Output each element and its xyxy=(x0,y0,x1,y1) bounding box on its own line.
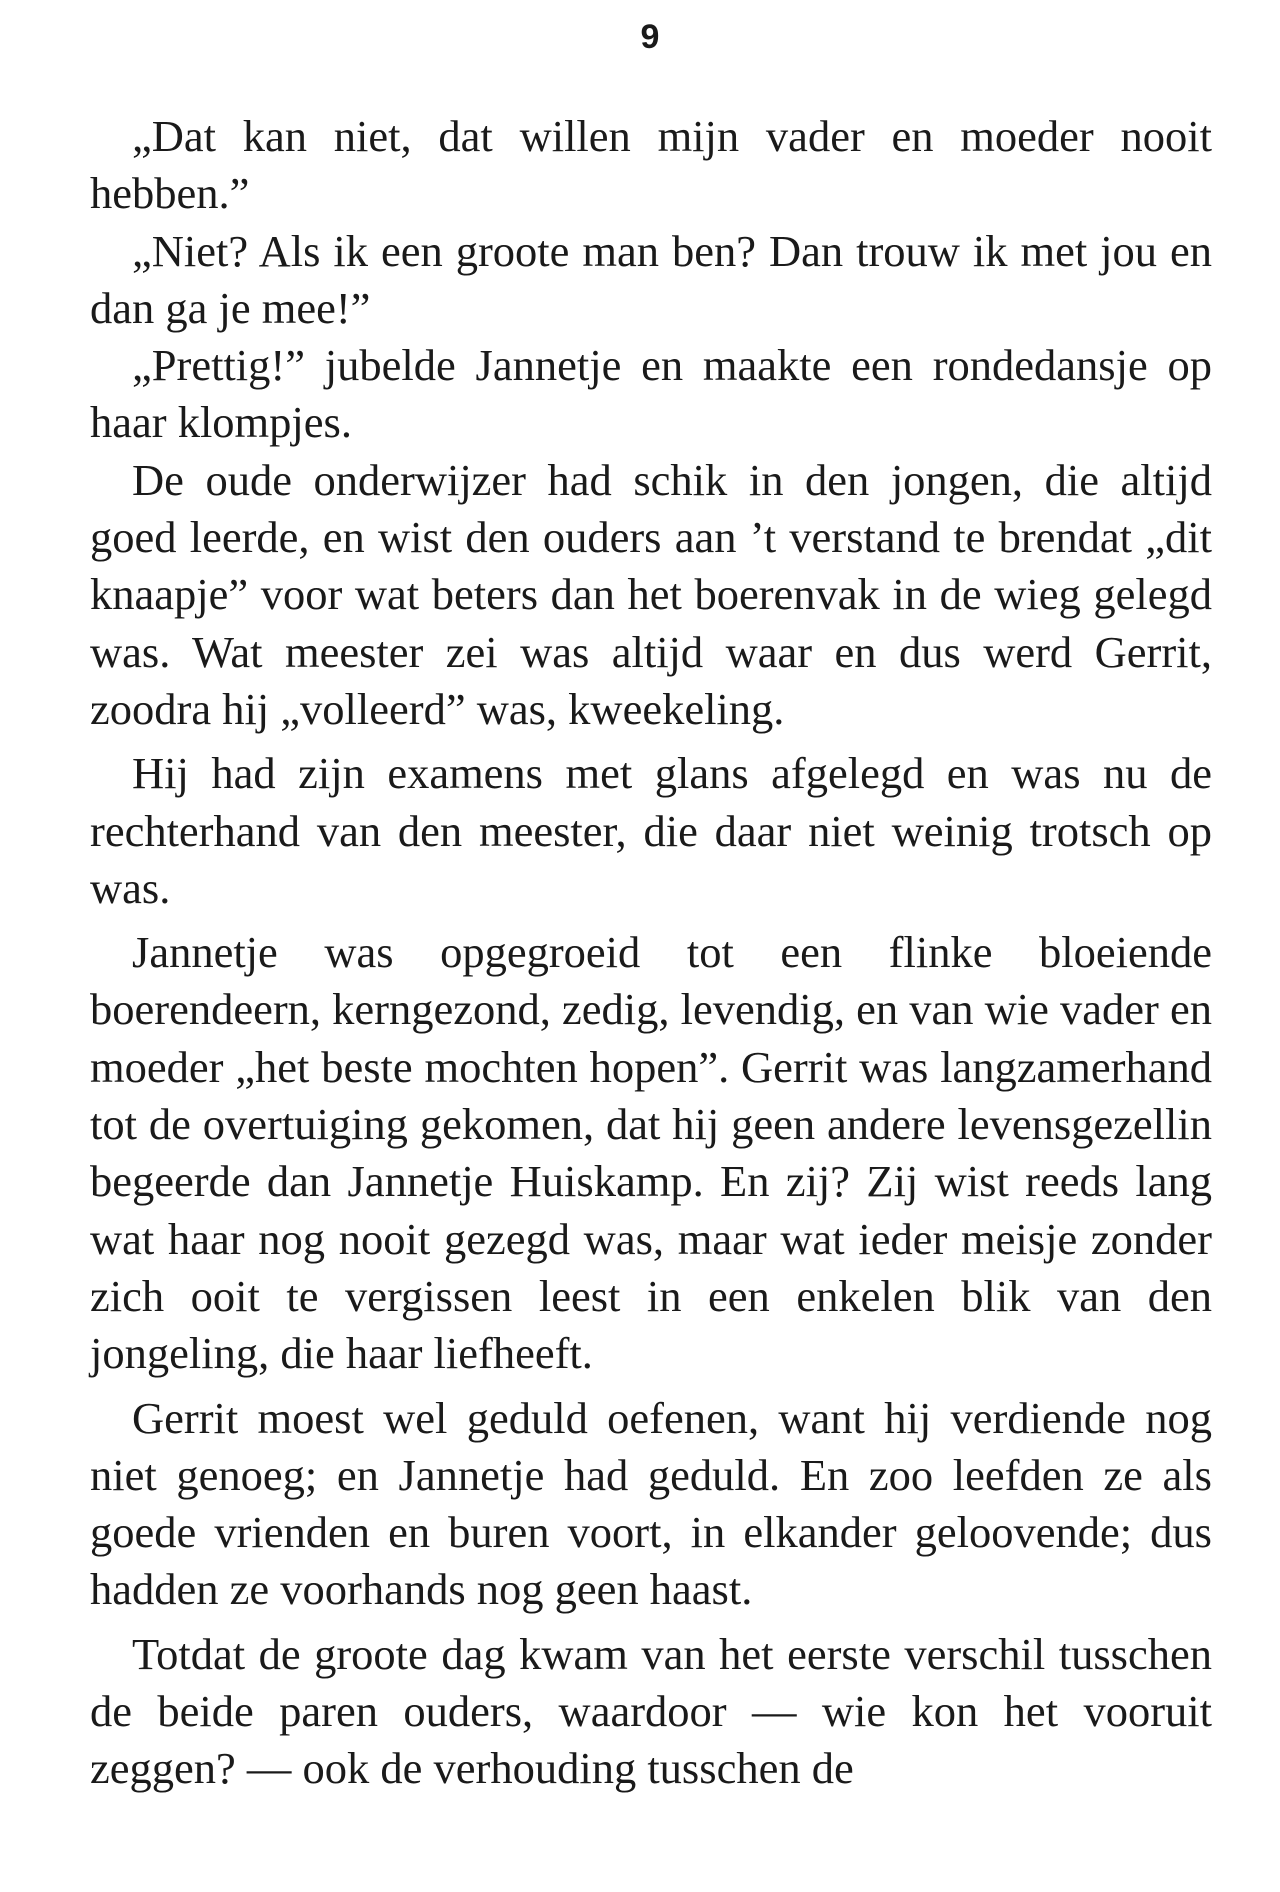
page-number: 9 xyxy=(640,18,660,56)
paragraph: Hij had zijn examens met glans afgelegd en was nu de rechterhand van den meester, die daar niet weinig trotsch op was. xyxy=(90,748,1212,913)
paragraph: „Prettig!” jubelde Jannetje en maakte een rondedansje op haar klompjes. xyxy=(90,340,1212,448)
paragraph: Totdat de groote dag kwam van het eerste verschil tusschen de beide paren ouders, waardoor — wie kon het vooruit zeggen? — ook de verhouding tusschen de xyxy=(90,1628,1212,1794)
paragraph: Gerrit moest wel geduld oefenen, want hij verdiende nog niet genoeg; en Jannetje had geduld. En zoo leefden ze als goede vrienden en buren voort, in elkander geloovende; dus hadden ze voorhands nog geen haast. xyxy=(90,1392,1212,1615)
paragraph: De oude onderwijzer had schik in den jongen, die altijd goed leerde, en wist den ouders aan ’t verstand te brendat „dit knaapje” voor wat beters dan het boerenvak in de wieg gelegd was. Wat meester zei was altijd waar en dus werd Gerrit, zoodra hij „volleerd” was, kweekeling. xyxy=(90,454,1212,734)
page-body-text xyxy=(90,108,1212,1798)
paragraph: „Niet? Als ik een groote man ben? Dan trouw ik met jou en dan ga je mee!” xyxy=(90,225,1212,333)
paragraph: „Dat kan niet, dat willen mijn vader en moeder nooit hebben.” xyxy=(90,111,1212,219)
paragraph: Jannetje was opgegroeid tot een flinke bloeiende boerendeern, kerngezond, zedig, levendig, en van wie vader en moeder „het beste mochten hopen”. Gerrit was langzamerhand tot de overtuiging gekomen, dat hij geen andere levensgezellin begeerde dan Jannetje Huiskamp. En zij? Zij wist reeds lang wat haar nog nooit gezegd was, maar wat ieder meisje zonder zich ooit te vergissen leest in een enkelen blik van den jongeling, die haar liefheeft. xyxy=(90,927,1212,1379)
